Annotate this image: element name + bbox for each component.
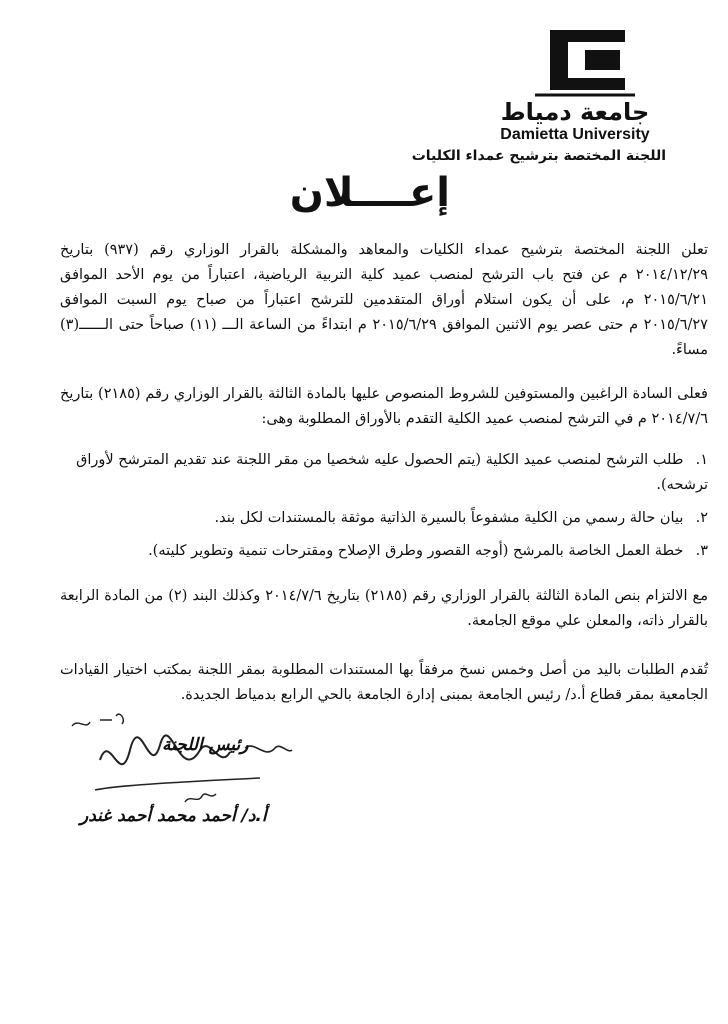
list-item-number: ٢. <box>695 510 708 526</box>
paragraph-announcement: تعلن اللجنة المختصة بترشيح عمداء الكليات والمعاهد والمشكلة بالقرار الوزاري رقم (٩٣٧) بتاريخ ٢٠١٤/١٢/٢٩ م عن فتح باب الترشح لمنصب عميد كلية التربية الرياضية، اعتباراً من يوم الأحد الموافق ٢٠١٥/٦/٢١ م، على أن يكون استلام أوراق المتقدمين للترشح اعتباراً من صباح يوم السبت الموافق ٢٠١٥/٦/٢٧ م حتى عصر يوم الاثنين الموافق ٢٠١٥/٦/٢٩ م ابتداءً من الساعة الـــ (١١) صباحاً حتى الــــــ(٣) مساءً. <box>60 242 709 358</box>
university-name-arabic: جامعة دمياط <box>500 98 650 126</box>
paragraph-compliance: مع الالتزام بنص المادة الثالثة بالقرار الوزاري رقم (٢١٨٥) بتاريخ ٢٠١٤/٧/٦ وكذلك البند (٢) من المادة الرابعة بالقرار ذاته، والمعلن علي موقع الجامعة. <box>60 588 709 629</box>
list-item <box>60 506 708 531</box>
university-name-english: Damietta University <box>500 126 650 143</box>
list-item-text: طلب الترشح لمنصب عميد الكلية (يتم الحصول عليه شخصيا من مقر اللجنة عند تقديم المترشح لأوراق ترشحه). <box>76 452 708 493</box>
list-item-text: بيان حالة رسمي من الكلية مشفوعاً بالسيرة الذاتية موثقة بالمستندات لكل بند. <box>214 510 684 526</box>
handwritten-signature-icon <box>60 690 300 820</box>
signatory-name: أ.د/ أحمد محمد أحمد غندر <box>80 806 267 826</box>
paragraph-requirements: فعلى السادة الراغبين والمستوفين للشروط المنصوص عليها بالمادة الثالثة بالقرار الوزاري رقم (٢١٨٥) بتاريخ ٢٠١٤/٧/٦ م في الترشح لمنصب عميد الكلية التقدم بالأوراق المطلوبة وهى: <box>60 386 708 427</box>
announcement-title: إعــــلان <box>289 170 450 216</box>
signature-title: رئيس اللجنة <box>162 735 249 755</box>
required-documents-list <box>60 448 708 572</box>
list-item <box>60 539 708 564</box>
committee-name: اللجنة المختصة بترشيح عمداء الكليات <box>411 148 666 164</box>
paragraph-submission: تُقدم الطلبات باليد من أصل وخمس نسخ مرفقاً بها المستندات المطلوبة بمقر اللجنة بمكتب اختيار القيادات الجامعية بمقر قطاع أ.د/ رئيس الجامعة بمبنى إدارة الجامعة بالحي الرابع بدمياط الجديدة. <box>60 662 708 703</box>
list-item-number: ١. <box>695 452 708 468</box>
list-item <box>60 448 708 498</box>
list-item-number: ٣. <box>695 543 708 559</box>
university-emblem-icon <box>530 20 640 100</box>
list-item-text: خطة العمل الخاصة بالمرشح (أوجه القصور وطرق الإصلاح ومقترحات تنمية وتطوير كليته). <box>148 543 684 559</box>
